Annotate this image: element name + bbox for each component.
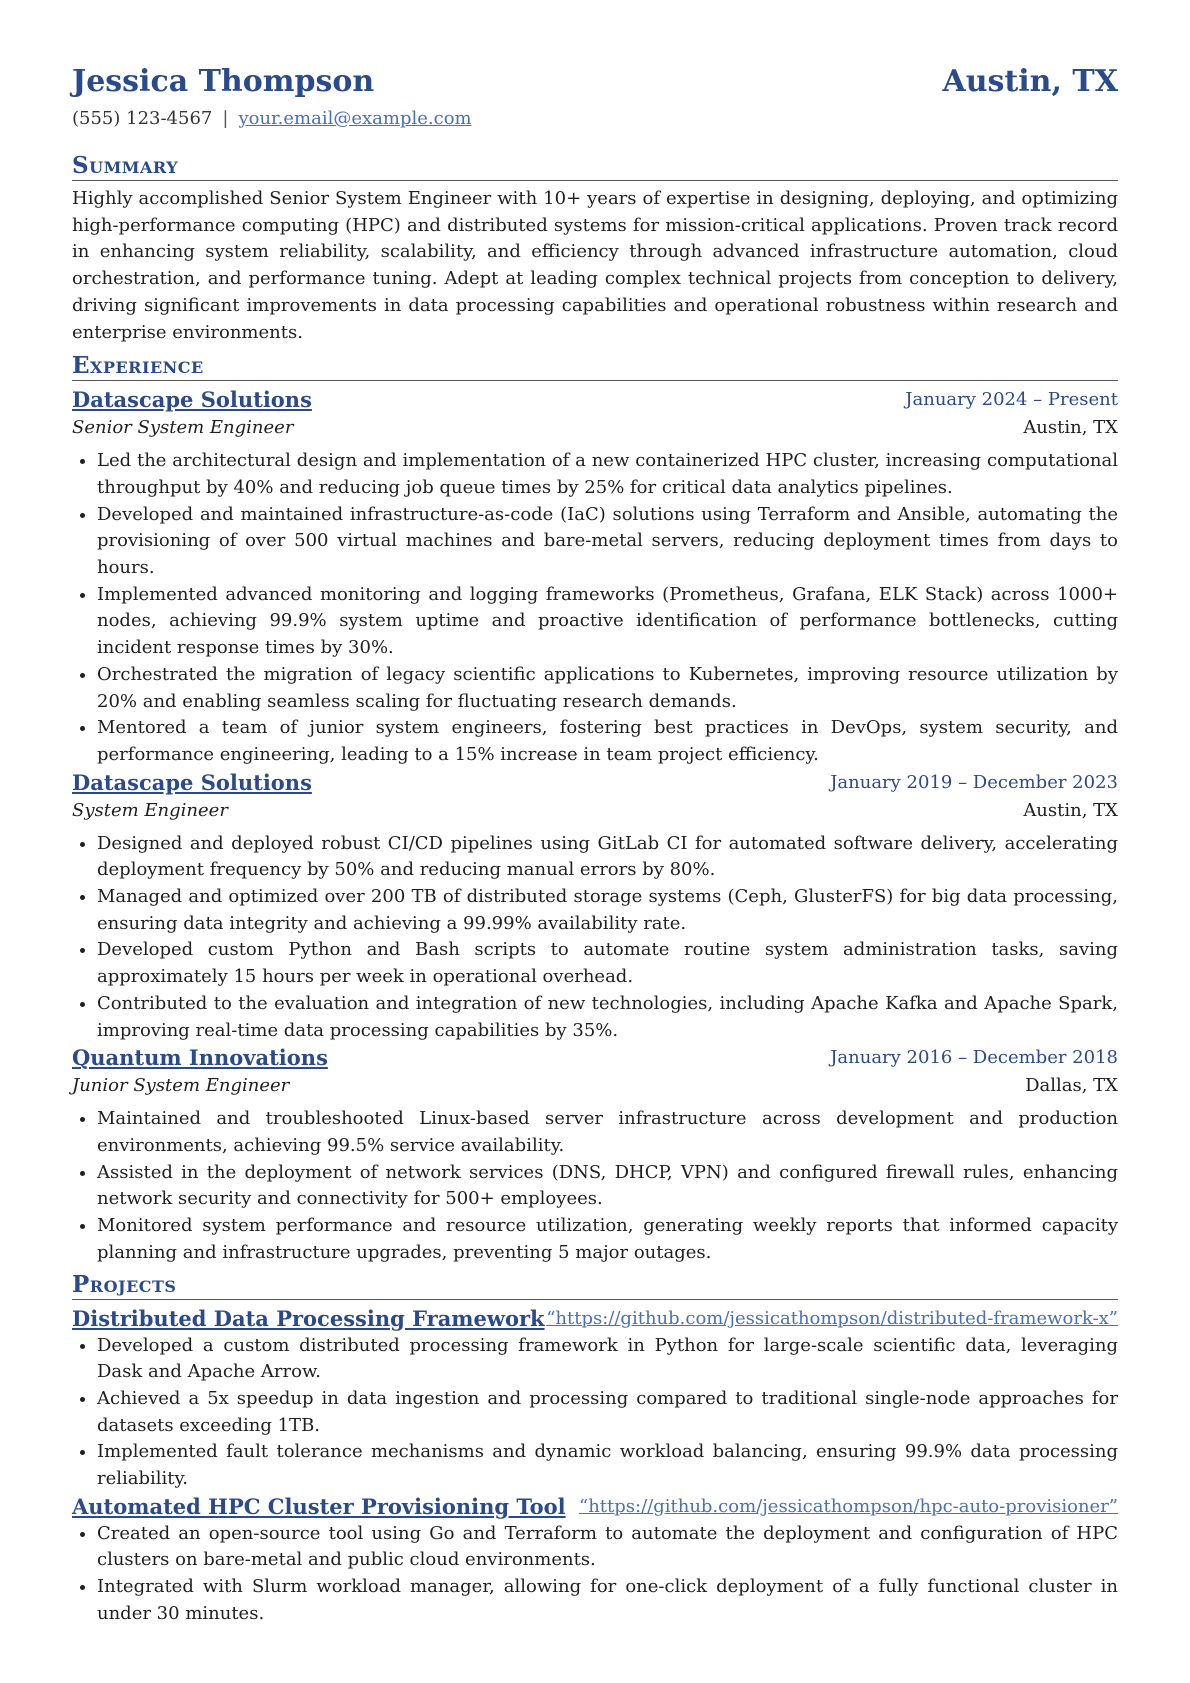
job-header xyxy=(72,769,1118,797)
job-bullet: • Monitored system performance and resource utilization, generating weekly reports that informed capacity planning and infrastructure upgrades, preventing 5 major outages. xyxy=(97,1213,1118,1266)
job-bullet: • Mentored a team of junior system engineers, fostering best practices in DevOps, system security, and performance engineering, leading to a 15% increase in team project efficiency. xyxy=(97,715,1118,768)
job-bullet: • Developed and maintained infrastructure-as-code (IaC) solutions using Terraform and Ansible, automating the provisioning of over 500 virtual machines and bare-metal servers, reducing deployment times from days to hours. xyxy=(97,502,1118,582)
summary-text: Highly accomplished Senior System Engineer with 10+ years of expertise in designing, deploying, and optimizing high-performance computing (HPC) and distributed systems for mission-critical applications. Proven track record in enhancing system reliability, scalability, and efficiency through advanced infrastructure automation, cloud orchestration, and performance tuning. Adept at leading complex technical projects from conception to delivery, driving significant improvements in data processing capabilities and operational robustness within research and enterprise environments. xyxy=(72,188,1118,343)
job-dates: January 2024 – Present xyxy=(905,389,1118,411)
candidate-name: Jessica Thompson xyxy=(72,64,375,99)
summary-heading: Summary xyxy=(72,152,1118,181)
summary-section xyxy=(72,152,1118,346)
project-name-link[interactable]: Automated HPC Cluster Provisioning Tool xyxy=(72,1493,566,1519)
job-location: Austin, TX xyxy=(1023,417,1118,439)
job-bullets xyxy=(72,1106,1118,1266)
project-header xyxy=(72,1305,1118,1333)
project-url-link[interactable]: “https://github.com/jessicathompson/distributed-framework-x” xyxy=(546,1307,1118,1329)
project-url-link[interactable]: “https://github.com/jessicathompson/hpc-auto-provisioner” xyxy=(579,1495,1118,1517)
job-bullet: • Implemented advanced monitoring and logging frameworks (Prometheus, Grafana, ELK Stack) across 1000+ nodes, achieving 99.9% system uptime and proactive identification of performance bottlenecks, cutting incident response times by 30%. xyxy=(97,582,1118,662)
job-subheader xyxy=(72,797,1118,827)
job-entry xyxy=(72,769,1118,1045)
experience-heading: Experience xyxy=(72,352,1118,381)
job-bullet: • Developed custom Python and Bash scripts to automate routine system administration tasks, saving approximately 15 hours per week in operational overhead. xyxy=(97,937,1118,990)
job-bullets xyxy=(72,831,1118,1045)
project-bullet: • Achieved a 5x speedup in data ingestion and processing compared to traditional single-node approaches for datasets exceeding 1TB. xyxy=(97,1386,1118,1439)
phone-number: (555) 123-4567 xyxy=(72,108,213,129)
job-dates: January 2016 – December 2018 xyxy=(830,1047,1118,1069)
job-subheader xyxy=(72,1072,1118,1102)
job-entry xyxy=(72,1044,1118,1266)
contact-line xyxy=(72,107,472,131)
job-bullet: • Maintained and troubleshooted Linux-based server infrastructure across development and production environments, achieving 99.5% service availability. xyxy=(97,1106,1118,1159)
candidate-location: Austin, TX xyxy=(942,64,1118,99)
resume-body xyxy=(72,152,1118,1628)
project-header xyxy=(72,1493,1118,1521)
job-bullet: • Contributed to the evaluation and integration of new technologies, including Apache Kafka and Apache Spark, improving real-time data processing capabilities by 35%. xyxy=(97,991,1118,1044)
job-bullets xyxy=(72,448,1118,768)
project-bullet: • Created an open-source tool using Go and Terraform to automate the deployment and configuration of HPC clusters on bare-metal and public cloud environments. xyxy=(97,1521,1118,1574)
job-header xyxy=(72,386,1118,414)
job-bullet: • Orchestrated the migration of legacy scientific applications to Kubernetes, improving resource utilization by 20% and enabling seamless scaling for fluctuating research demands. xyxy=(97,662,1118,715)
project-entry xyxy=(72,1305,1118,1493)
job-dates: January 2019 – December 2023 xyxy=(830,771,1118,793)
job-bullet: • Managed and optimized over 200 TB of distributed storage systems (Ceph, GlusterFS) for big data processing, ensuring data integrity and achieving a 99.99% availability rate. xyxy=(97,884,1118,937)
job-bullet: • Designed and deployed robust CI/CD pipelines using GitLab CI for automated software delivery, accelerating deployment frequency by 50% and reducing manual errors by 80%. xyxy=(97,831,1118,884)
job-company-link[interactable]: Datascape Solutions xyxy=(72,387,312,413)
project-bullets xyxy=(72,1333,1118,1493)
job-bullet: • Assisted in the deployment of network services (DNS, DHCP, VPN) and configured firewall rules, enhancing network security and connectivity for 500+ employees. xyxy=(97,1160,1118,1213)
job-subheader xyxy=(72,414,1118,444)
job-role: System Engineer xyxy=(72,799,228,821)
job-location: Dallas, TX xyxy=(1025,1075,1118,1097)
job-header xyxy=(72,1044,1118,1072)
project-bullets xyxy=(72,1521,1118,1628)
job-role: Senior System Engineer xyxy=(72,417,294,439)
project-entry xyxy=(72,1493,1118,1628)
email-link[interactable]: your.email@example.com xyxy=(238,108,472,129)
projects-heading: Projects xyxy=(72,1271,1118,1300)
job-entry xyxy=(72,386,1118,768)
job-company-link[interactable]: Datascape Solutions xyxy=(72,769,312,795)
project-bullet: • Implemented fault tolerance mechanisms and dynamic workload balancing, ensuring 99.9% data processing reliability. xyxy=(97,1439,1118,1492)
job-location: Austin, TX xyxy=(1023,799,1118,821)
experience-section xyxy=(72,352,1118,1266)
project-name-link[interactable]: Distributed Data Processing Framework xyxy=(72,1305,545,1331)
project-bullet: • Developed a custom distributed processing framework in Python for large-scale scientific data, leveraging Dask and Apache Arrow. xyxy=(97,1333,1118,1386)
job-company-link[interactable]: Quantum Innovations xyxy=(72,1045,328,1071)
job-role: Junior System Engineer xyxy=(72,1075,290,1097)
contact-separator: | xyxy=(222,108,229,129)
job-bullet: • Led the architectural design and implementation of a new containerized HPC cluster, increasing computational throughput by 40% and reducing job queue times by 25% for critical data analytics pipelines. xyxy=(97,448,1118,501)
projects-section xyxy=(72,1271,1118,1628)
project-bullet: • Integrated with Slurm workload manager, allowing for one-click deployment of a fully functional cluster in under 30 minutes. xyxy=(97,1574,1118,1627)
